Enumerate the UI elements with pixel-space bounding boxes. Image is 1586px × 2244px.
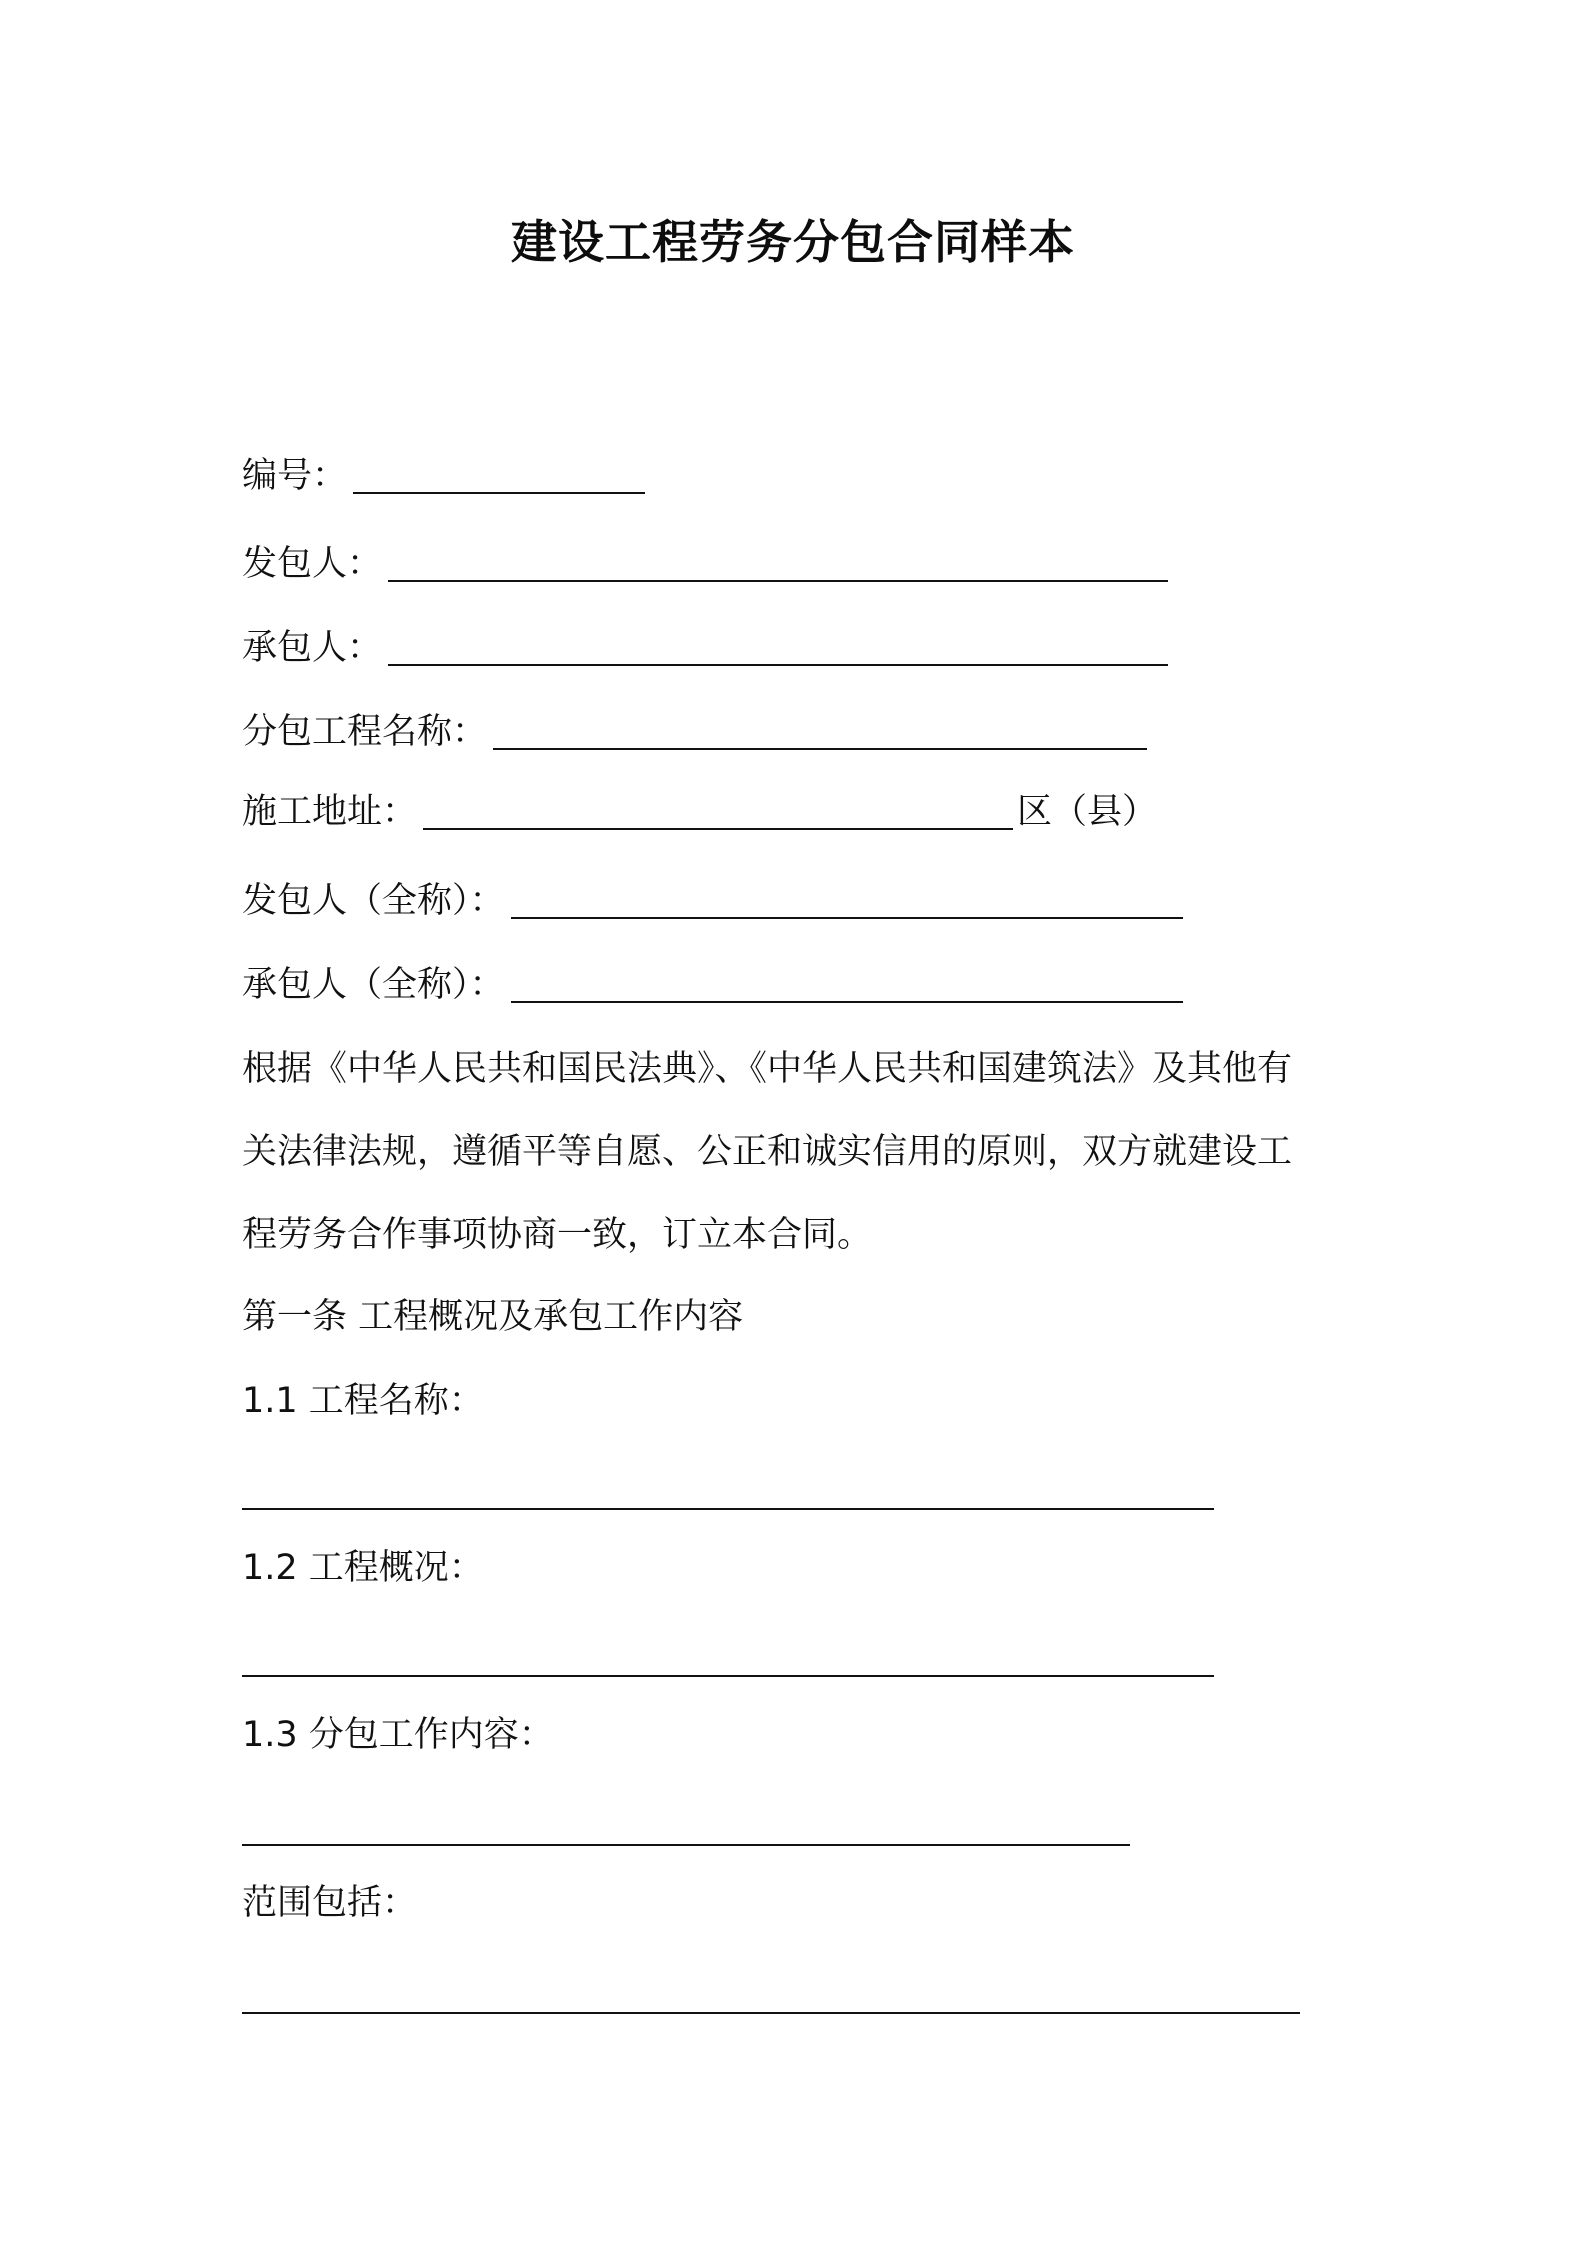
preamble-line-3: 程劳务合作事项协商一致，订立本合同。	[242, 1215, 873, 1255]
project-name-blank[interactable]	[493, 718, 1147, 750]
field-subcontractor	[242, 624, 1168, 672]
contractor-blank[interactable]	[388, 550, 1168, 582]
field-contractor-full	[242, 877, 1183, 925]
contractor-full-blank[interactable]	[511, 887, 1183, 919]
number-label: 编号：	[242, 456, 348, 496]
address-label: 施工地址：	[242, 792, 418, 832]
number-blank[interactable]	[353, 462, 645, 494]
item-1-2-blank[interactable]	[242, 1673, 1214, 1677]
subcontractor-full-label: 承包人（全称）：	[242, 965, 505, 1005]
item-1-2-label: 1.2 工程概况：	[242, 1548, 484, 1588]
field-number	[242, 452, 645, 500]
project-name-label: 分包工程名称：	[242, 712, 488, 752]
subcontractor-full-blank[interactable]	[511, 971, 1183, 1003]
field-contractor	[242, 540, 1168, 588]
item-1-3-blank[interactable]	[242, 1842, 1130, 1846]
scope-label: 范围包括：	[242, 1883, 418, 1923]
subcontractor-label: 承包人：	[242, 628, 383, 668]
contractor-full-label: 发包人（全称）：	[242, 881, 505, 921]
item-1-1-blank[interactable]	[242, 1506, 1214, 1510]
article-1-heading: 第一条 工程概况及承包工作内容	[242, 1297, 744, 1337]
preamble-line-2: 关法律法规，遵循平等自愿、公正和诚实信用的原则，双方就建设工	[242, 1132, 1293, 1172]
field-project-name	[242, 708, 1147, 756]
preamble-line-1: 根据《中华人民共和国民法典》、《中华人民共和国建筑法》及其他有	[242, 1049, 1293, 1089]
field-address	[242, 788, 1157, 836]
address-blank[interactable]	[423, 798, 1013, 830]
field-subcontractor-full	[242, 961, 1183, 1009]
item-1-3-label: 1.3 分包工作内容：	[242, 1715, 554, 1755]
item-1-1-label: 1.1 工程名称：	[242, 1381, 484, 1421]
subcontractor-blank[interactable]	[388, 634, 1168, 666]
address-suffix: 区（县）	[1017, 792, 1158, 832]
page-title: 建设工程劳务分包合同样本	[511, 215, 1075, 269]
scope-blank[interactable]	[242, 2010, 1300, 2014]
contractor-label: 发包人：	[242, 544, 383, 584]
